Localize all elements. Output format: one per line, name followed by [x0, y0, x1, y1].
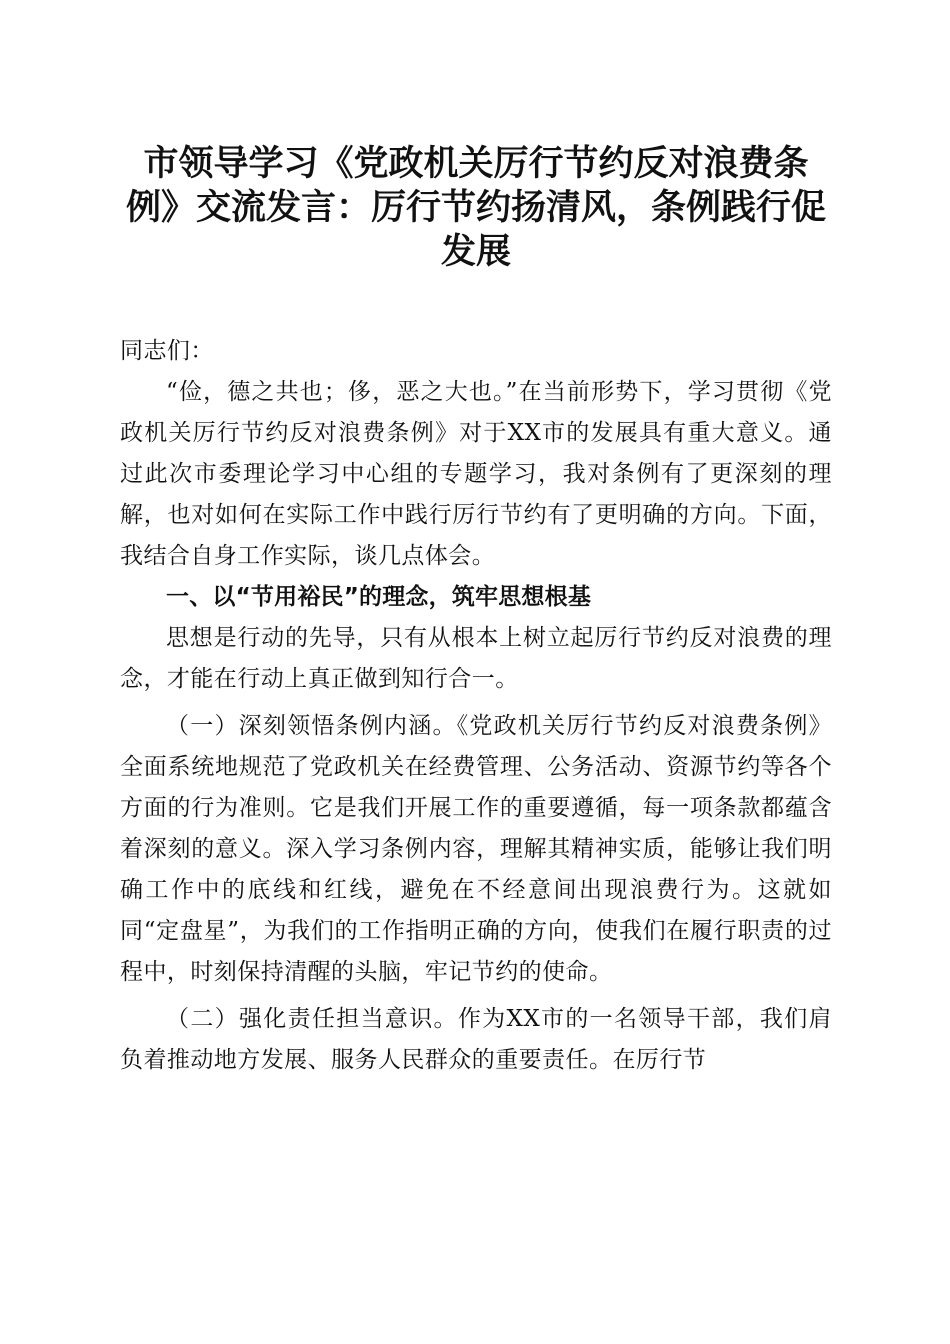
document-body	[120, 331, 832, 1081]
subsection-lead-2: （二）强化责任担当意识。	[166, 1006, 458, 1032]
section-heading: 一、以“节用裕民”的理念，筑牢思想根基	[166, 584, 592, 610]
document-page	[120, 130, 832, 1081]
subsection-paragraph-2	[120, 999, 832, 1081]
subsection-text-2: 作为XX市的一名领导干部，我们肩负着推动地方发展、服务人民群众的重要责任。在厉行节	[120, 1006, 832, 1073]
section-intro: 思想是行动的先导，只有从根本上树立起厉行节约反对浪费的理念，才能在行动上真正做到知行合一。	[120, 625, 832, 692]
document-title: 市领导学习《党政机关厉行节约反对浪费条例》交流发言：厉行节约扬清风，条例践行促发展	[125, 143, 826, 272]
greeting: 同志们：	[120, 338, 214, 364]
subsection-lead-1: （一）深刻领悟条例内涵。	[166, 713, 457, 739]
subsection-text-1: 《党政机关厉行节约反对浪费条例》全面系统地规范了党政机关在经费管理、公务活动、资源节约等各个方面的行为准则。它是我们开展工作的重要遵循，每一项条款都蕴含着深刻的意义。深入学习条例内容，理解其精神实质，能够让我们明确工作中的底线和红线，避免在不经意间出现浪费行为。这就如同“定盘星”，为我们的工作指明正确的方向，使我们在履行职责的过程中，时刻保持清醒的头脑，牢记节约的使命。	[120, 713, 832, 985]
subsection-paragraph-1	[120, 706, 832, 993]
opening-paragraph: “俭，德之共也；侈，恶之大也。”在当前形势下，学习贯彻《党政机关厉行节约反对浪费条例》对于XX市的发展具有重大意义。通过此次市委理论学习中心组的专题学习，我对条例有了更深刻的理解，也对如何在实际工作中践行厉行节约有了更明确的方向。下面，我结合自身工作实际，谈几点体会。	[120, 379, 832, 569]
